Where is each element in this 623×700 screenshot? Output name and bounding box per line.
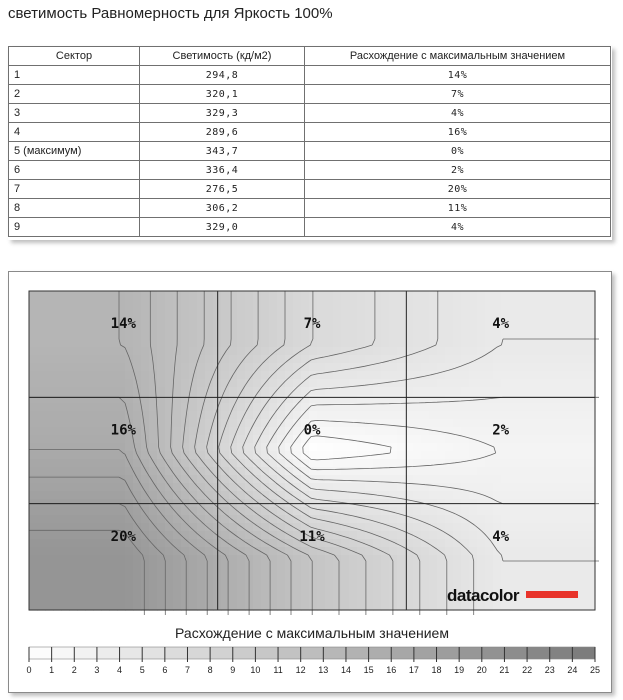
deviation-cell: 7% <box>305 85 611 104</box>
scale-swatch <box>550 647 573 659</box>
scale-swatch <box>187 647 210 659</box>
scale-swatch <box>97 647 120 659</box>
scale-swatch <box>369 647 392 659</box>
scale-tick-label: 5 <box>139 665 145 675</box>
uniformity-chart <box>8 271 612 693</box>
deviation-cell: 11% <box>305 199 611 218</box>
column-header-luminance: Светимость (кд/м2) <box>140 47 305 66</box>
table-row <box>9 180 611 199</box>
table-row <box>9 104 611 123</box>
scale-tick-label: 25 <box>589 665 601 675</box>
scale-swatch <box>74 647 97 659</box>
column-header-deviation: Расхождение с максимальным значением <box>305 47 611 66</box>
scale-swatch <box>29 647 52 659</box>
luminance-cell: 289,6 <box>140 123 305 142</box>
sector-cell: 9 <box>9 218 140 237</box>
sector-cell: 1 <box>9 66 140 85</box>
cell-label: 11% <box>299 528 325 545</box>
scale-tick-label: 2 <box>71 665 77 675</box>
scale-tick-label: 7 <box>184 665 190 675</box>
datacolor-logo-bar <box>526 591 578 598</box>
sector-cell: 4 <box>9 123 140 142</box>
scale-tick-label: 23 <box>544 665 555 675</box>
scale-swatch <box>391 647 414 659</box>
table-row <box>9 218 611 237</box>
uniformity-chart-svg <box>9 272 611 692</box>
deviation-cell: 20% <box>305 180 611 199</box>
luminance-cell: 329,0 <box>140 218 305 237</box>
deviation-cell: 4% <box>305 104 611 123</box>
cell-label: 20% <box>110 528 136 545</box>
deviation-cell: 4% <box>305 218 611 237</box>
scale-tick-label: 21 <box>499 665 510 675</box>
deviation-cell: 0% <box>305 142 611 161</box>
table-row <box>9 142 611 161</box>
scale-swatch <box>504 647 527 659</box>
scale-tick-label: 9 <box>230 665 236 675</box>
cell-label: 2% <box>492 422 510 439</box>
scale-tick-label: 19 <box>454 665 465 675</box>
luminance-cell: 329,3 <box>140 104 305 123</box>
luminance-cell: 343,7 <box>140 142 305 161</box>
sector-cell: 7 <box>9 180 140 199</box>
sector-cell: 8 <box>9 199 140 218</box>
scale-tick-label: 6 <box>162 665 168 675</box>
scale-swatch <box>323 647 346 659</box>
datacolor-logo: datacolor <box>447 586 520 605</box>
cell-label: 4% <box>492 528 510 545</box>
scale-tick-label: 8 <box>207 665 213 675</box>
scale-tick-label: 22 <box>522 665 533 675</box>
scale-swatch <box>437 647 460 659</box>
table-row <box>9 161 611 180</box>
scale-tick-label: 12 <box>295 665 306 675</box>
scale-swatch <box>346 647 369 659</box>
luminance-cell: 276,5 <box>140 180 305 199</box>
deviation-cell: 16% <box>305 123 611 142</box>
page-title: светимость Равномерность для Яркость 100% <box>8 5 333 22</box>
sector-cell: 6 <box>9 161 140 180</box>
column-header-sector: Сектор <box>9 47 140 66</box>
scale-swatch <box>120 647 143 659</box>
sector-cell: 2 <box>9 85 140 104</box>
scale-tick-label: 0 <box>26 665 32 675</box>
scale-swatch <box>255 647 278 659</box>
table-row <box>9 123 611 142</box>
scale-tick-label: 20 <box>476 665 487 675</box>
scale-tick-label: 15 <box>363 665 374 675</box>
scale-tick-label: 16 <box>386 665 397 675</box>
scale-tick-label: 14 <box>340 665 351 675</box>
luminance-table-container <box>8 46 612 240</box>
table-header-row <box>9 47 611 66</box>
scale-tick-label: 18 <box>431 665 442 675</box>
scale-swatch <box>414 647 437 659</box>
scale-tick-label: 4 <box>117 665 123 675</box>
scale-tick-label: 1 <box>49 665 55 675</box>
table-row <box>9 66 611 85</box>
scale-swatch <box>572 647 595 659</box>
scale-tick-label: 11 <box>273 665 283 675</box>
cell-label: 7% <box>303 316 321 333</box>
scale-swatch <box>52 647 75 659</box>
scale-tick-label: 13 <box>318 665 329 675</box>
scale-swatch <box>482 647 505 659</box>
deviation-cell: 14% <box>305 66 611 85</box>
sector-cell: 5 (максимум) <box>9 142 140 161</box>
scale-swatch <box>527 647 550 659</box>
scale-tick-label: 3 <box>94 665 100 675</box>
luminance-cell: 294,8 <box>140 66 305 85</box>
table-row <box>9 199 611 218</box>
scale-swatch <box>233 647 256 659</box>
scale-tick-label: 24 <box>567 665 578 675</box>
deviation-cell: 2% <box>305 161 611 180</box>
scale-swatch <box>301 647 324 659</box>
scale-swatch <box>210 647 233 659</box>
table-row <box>9 85 611 104</box>
luminance-cell: 320,1 <box>140 85 305 104</box>
scale-swatch <box>165 647 188 659</box>
scale-swatch <box>142 647 165 659</box>
cell-label: 16% <box>110 422 136 439</box>
luminance-cell: 306,2 <box>140 199 305 218</box>
scale-swatch <box>278 647 301 659</box>
sector-cell: 3 <box>9 104 140 123</box>
scale-tick-label: 17 <box>408 665 419 675</box>
luminance-cell: 336,4 <box>140 161 305 180</box>
legend-title: Расхождение с максимальным значением <box>175 625 449 641</box>
luminance-table <box>8 46 611 237</box>
cell-label: 0% <box>303 422 321 439</box>
cell-label: 4% <box>492 316 510 333</box>
scale-swatch <box>459 647 482 659</box>
scale-tick-label: 10 <box>250 665 261 675</box>
cell-label: 14% <box>110 316 136 333</box>
